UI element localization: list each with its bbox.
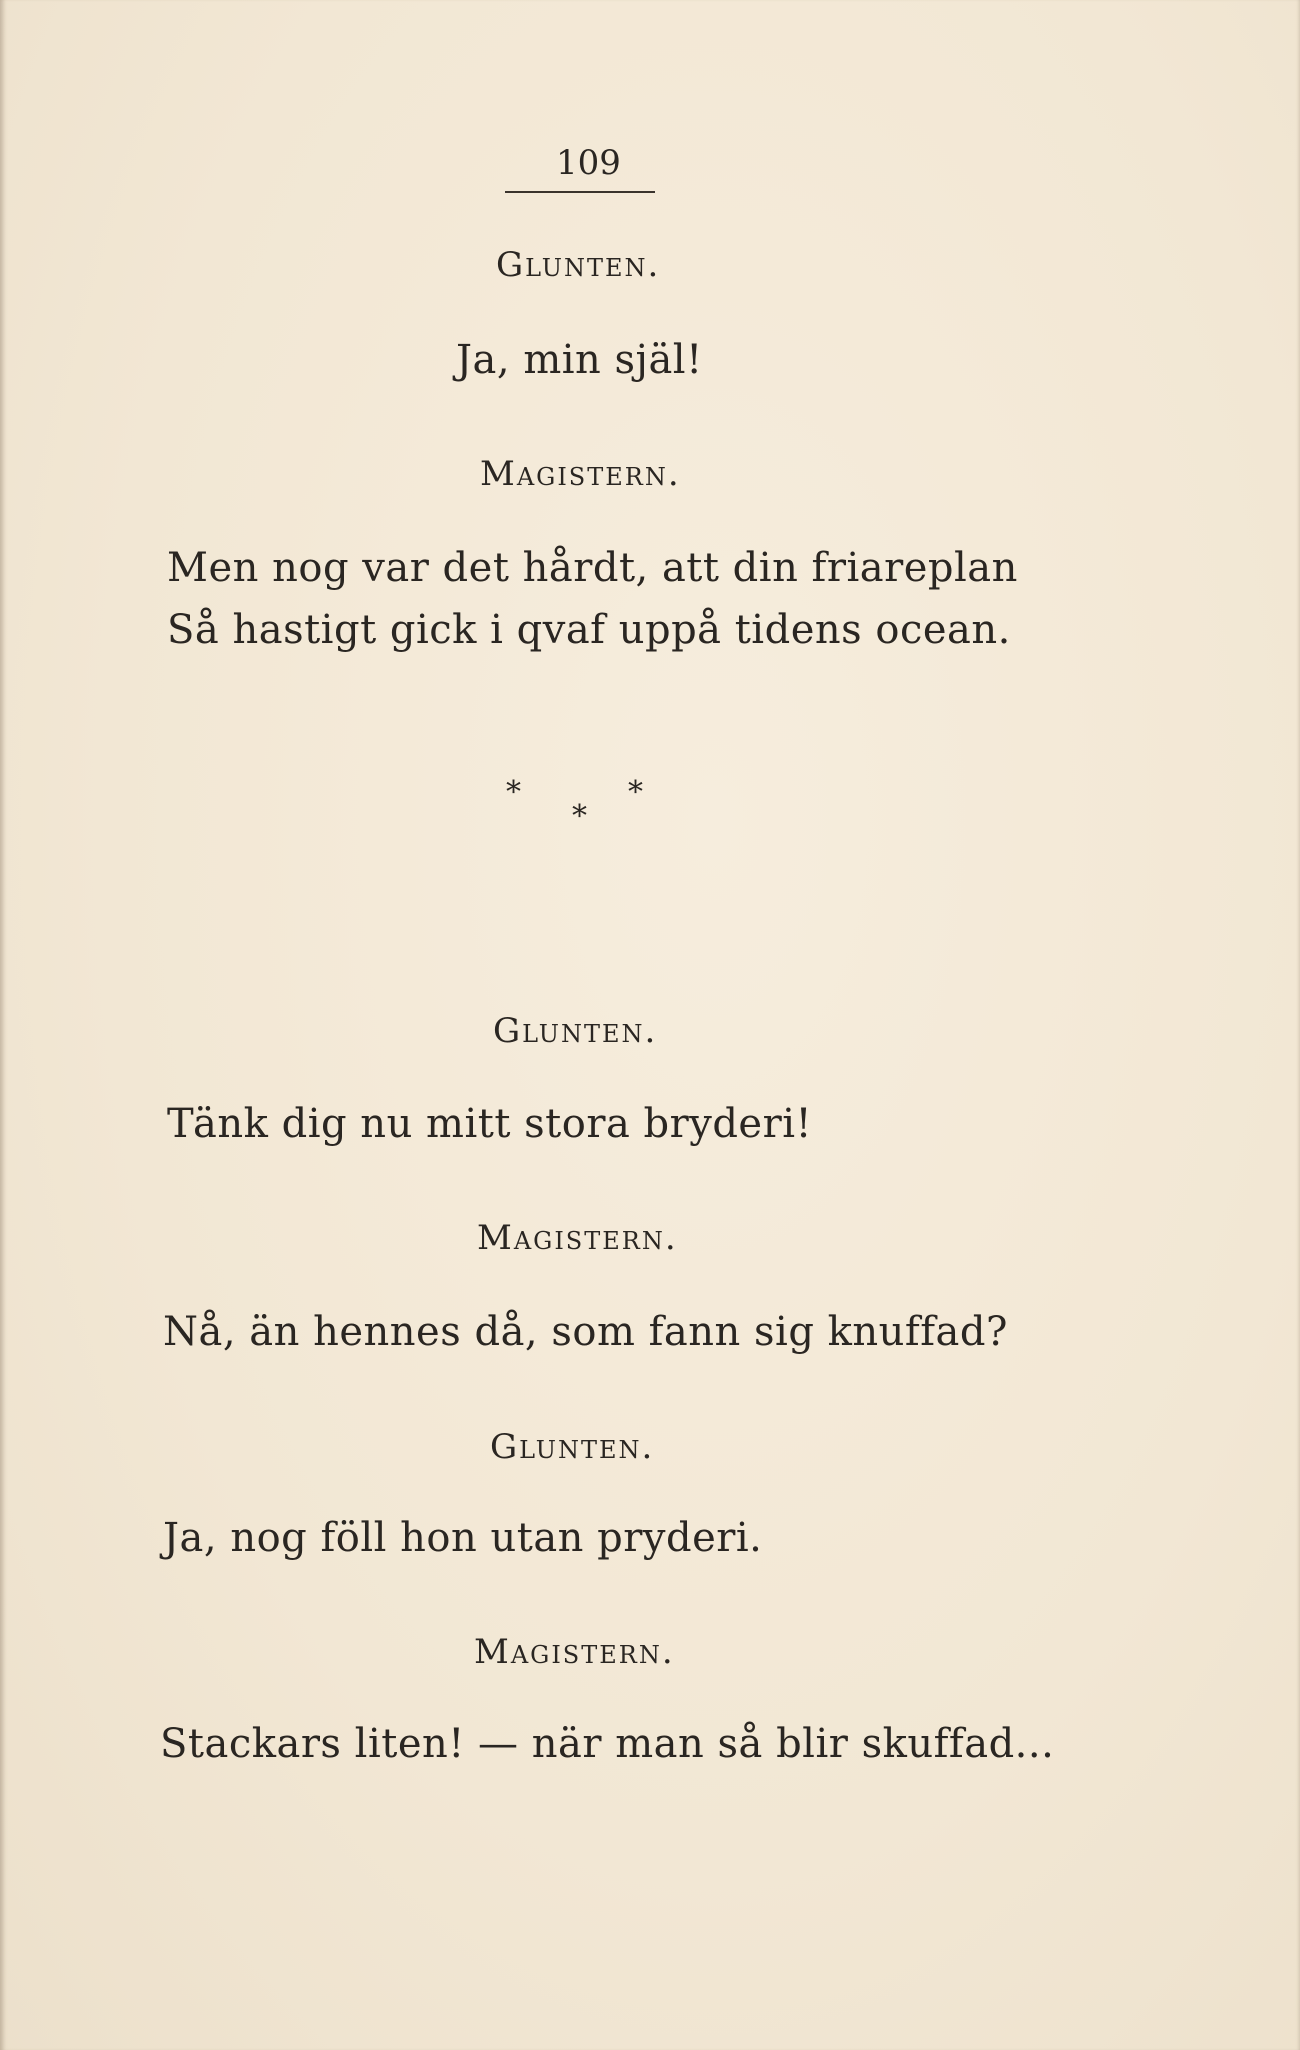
speaker-glunten-2: Glunten. [493, 1011, 658, 1051]
page-number: 109 [556, 143, 621, 183]
verse-line-4: Tänk dig nu mitt stora bryderi! [167, 1101, 813, 1147]
verse-line-6: Ja, nog föll hon utan pryderi. [163, 1515, 763, 1561]
verse-line-1: Ja, min själ! [456, 337, 703, 383]
verse-line-5: Nå, än hennes då, som fann sig knuffad? [163, 1309, 1008, 1355]
asterism-star-left: * [506, 775, 521, 810]
verse-line-7: Stackars liten! — när man så blir skuffad... [160, 1721, 1055, 1767]
asterism-star-middle: * [572, 799, 587, 834]
verse-line-2: Men nog var det hårdt, att din friareplan [167, 545, 1018, 591]
speaker-magistern-1: Magistern. [480, 454, 681, 494]
header-rule [505, 191, 655, 193]
verse-line-3: Så hastigt gick i qvaf uppå tidens ocean. [167, 607, 1011, 653]
speaker-magistern-2: Magistern. [477, 1218, 678, 1258]
speaker-glunten-1: Glunten. [496, 245, 661, 285]
speaker-magistern-3: Magistern. [474, 1632, 675, 1672]
speaker-glunten-3: Glunten. [490, 1427, 655, 1467]
asterism-star-right: * [628, 775, 643, 810]
